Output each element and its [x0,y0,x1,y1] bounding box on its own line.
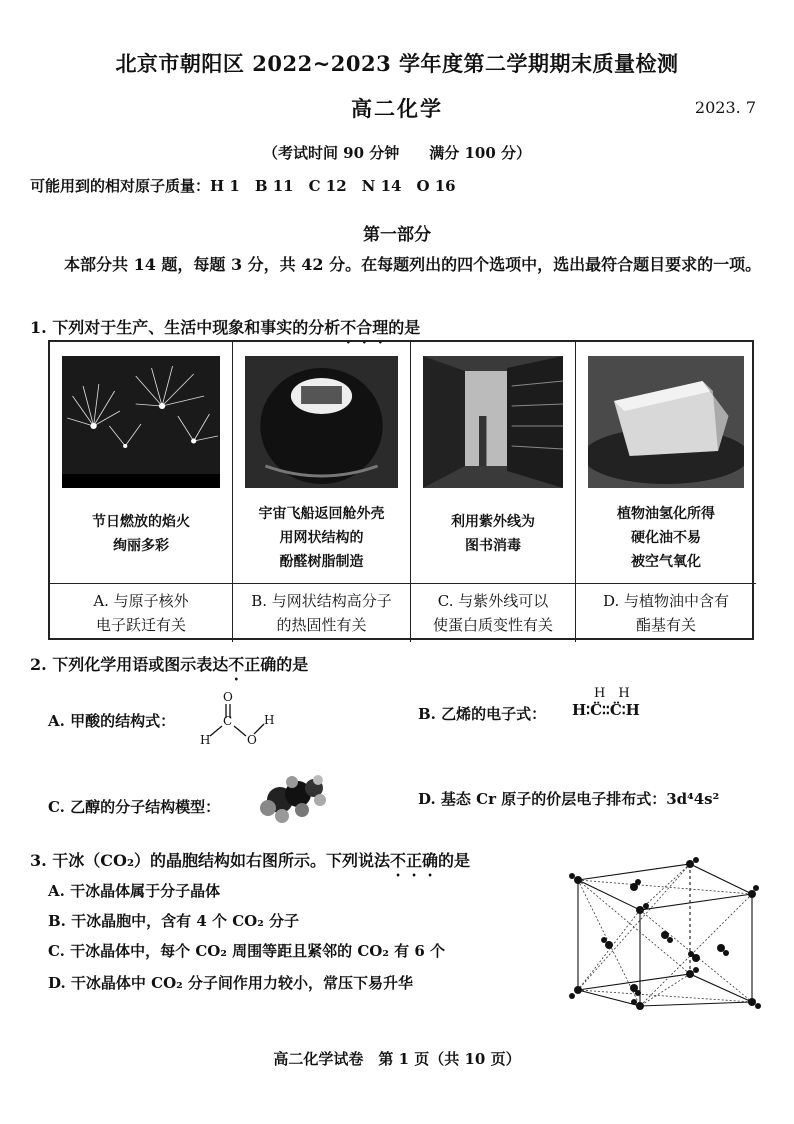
q1-cell-library [411,342,576,584]
q3-option-b: B. 干冰晶胞中，含有 4 个 CO₂ 分子 [48,912,300,930]
q1-stem-pre: 1. 下列对于生产、生活中现象和事实的分析 [30,318,341,337]
page-footer: 高二化学试卷 第 1 页（共 10 页） [273,1050,521,1068]
q3-stem [30,848,470,880]
q1-option-c: C. 与紫外线可以 使蛋白质变性有关 [411,584,576,642]
q1-option-b: B. 与网状结构高分子 的热固性有关 [233,584,411,642]
spacecraft-capsule-image [245,356,398,488]
q1-option-d: D. 与植物油中含有 酯基有关 [602,592,730,634]
time-info: （考试时间 90 分钟 满分 100 分） [262,144,532,162]
formic-atom-o-top: O [223,690,233,704]
q2-option-a-label: A. 甲酸的结构式： [48,712,176,730]
q1-stem-post: 的是 [388,318,421,337]
q3-option-a: A. 干冰晶体属于分子晶体 [48,882,221,900]
q1-caption-c: 利用紫外线为 图书消毒 [451,514,535,554]
part-heading: 第一部分 [363,225,431,245]
q3-stem-pre: 3. 干冰（CO₂）的晶胞结构如右图所示。下列说法 [30,851,390,870]
subject-title: 高二化学 [351,96,443,121]
ethylene-electron-formula: H∶C̈∶∶C̈∶H [572,701,640,719]
fireworks-image [62,356,220,488]
hardened-oil-image [588,356,744,488]
q2-stem-pre: 2. 下列化学用语或图示表达 [30,655,229,674]
formic-atom-c: C [223,714,233,728]
library-image [423,356,563,488]
q3-option-d: D. 干冰晶体中 CO₂ 分子间作用力较小，常压下易升华 [48,974,413,992]
q1-cell-fireworks [50,342,233,584]
q1-caption-a: 节日燃放的焰火 绚丽多彩 [92,514,190,554]
q1-caption-d: 植物油氢化所得 硬化油不易 被空气氧化 [617,506,715,570]
formic-atom-h-left: H [200,733,211,747]
part-instructions: 本部分共 14 题，每题 3 分，共 42 分。在每题列出的四个选项中，选出最符合题目要求的一项。 [64,255,762,274]
q3-stem-post: 的是 [437,851,470,870]
formic-atom-h-right: H [264,713,275,727]
q3-option-c: C. 干冰晶体中，每个 CO₂ 周围等距且紧邻的 CO₂ 有 6 个 [48,942,446,960]
q1-cell-oil [576,342,756,584]
q1-option-a: A. 与原子核外 电子跃迁有关 [50,584,233,642]
q3-stem-emphasis: 不正确 [389,851,438,870]
q2-option-d-label: D. 基态 Cr 原子的价层电子排布式：3d⁴4s² [418,790,720,808]
formic-atom-o-right: O [247,733,257,747]
q2-stem-post: 正确的是 [244,655,309,674]
q2-stem-emphasis: 不 [228,655,245,674]
exam-title: 北京市朝阳区 2022~2023 学年度第二学期期末质量检测 [115,51,679,76]
q2-option-b-label: B. 乙烯的电子式： [418,705,547,723]
ethylene-h-top: H H [594,686,630,701]
atomic-masses: 可能用到的相对原子质量：H 1 B 11 C 12 N 14 O 16 [30,177,456,195]
dry-ice-unit-cell-diagram [566,850,762,1010]
q1-table [48,340,754,640]
ethanol-model-image [258,774,330,824]
formic-acid-structure [192,688,282,752]
q2-option-c-label: C. 乙醇的分子结构模型： [48,798,221,816]
q1-caption-b: 宇宙飞船返回舱外壳 用网状结构的 酚醛树脂制造 [258,506,385,570]
exam-date: 2023. 7 [694,98,756,117]
q1-cell-spacecraft [233,342,411,584]
q2-stem [30,652,308,684]
q1-stem-emphasis: 不合理 [340,318,389,337]
